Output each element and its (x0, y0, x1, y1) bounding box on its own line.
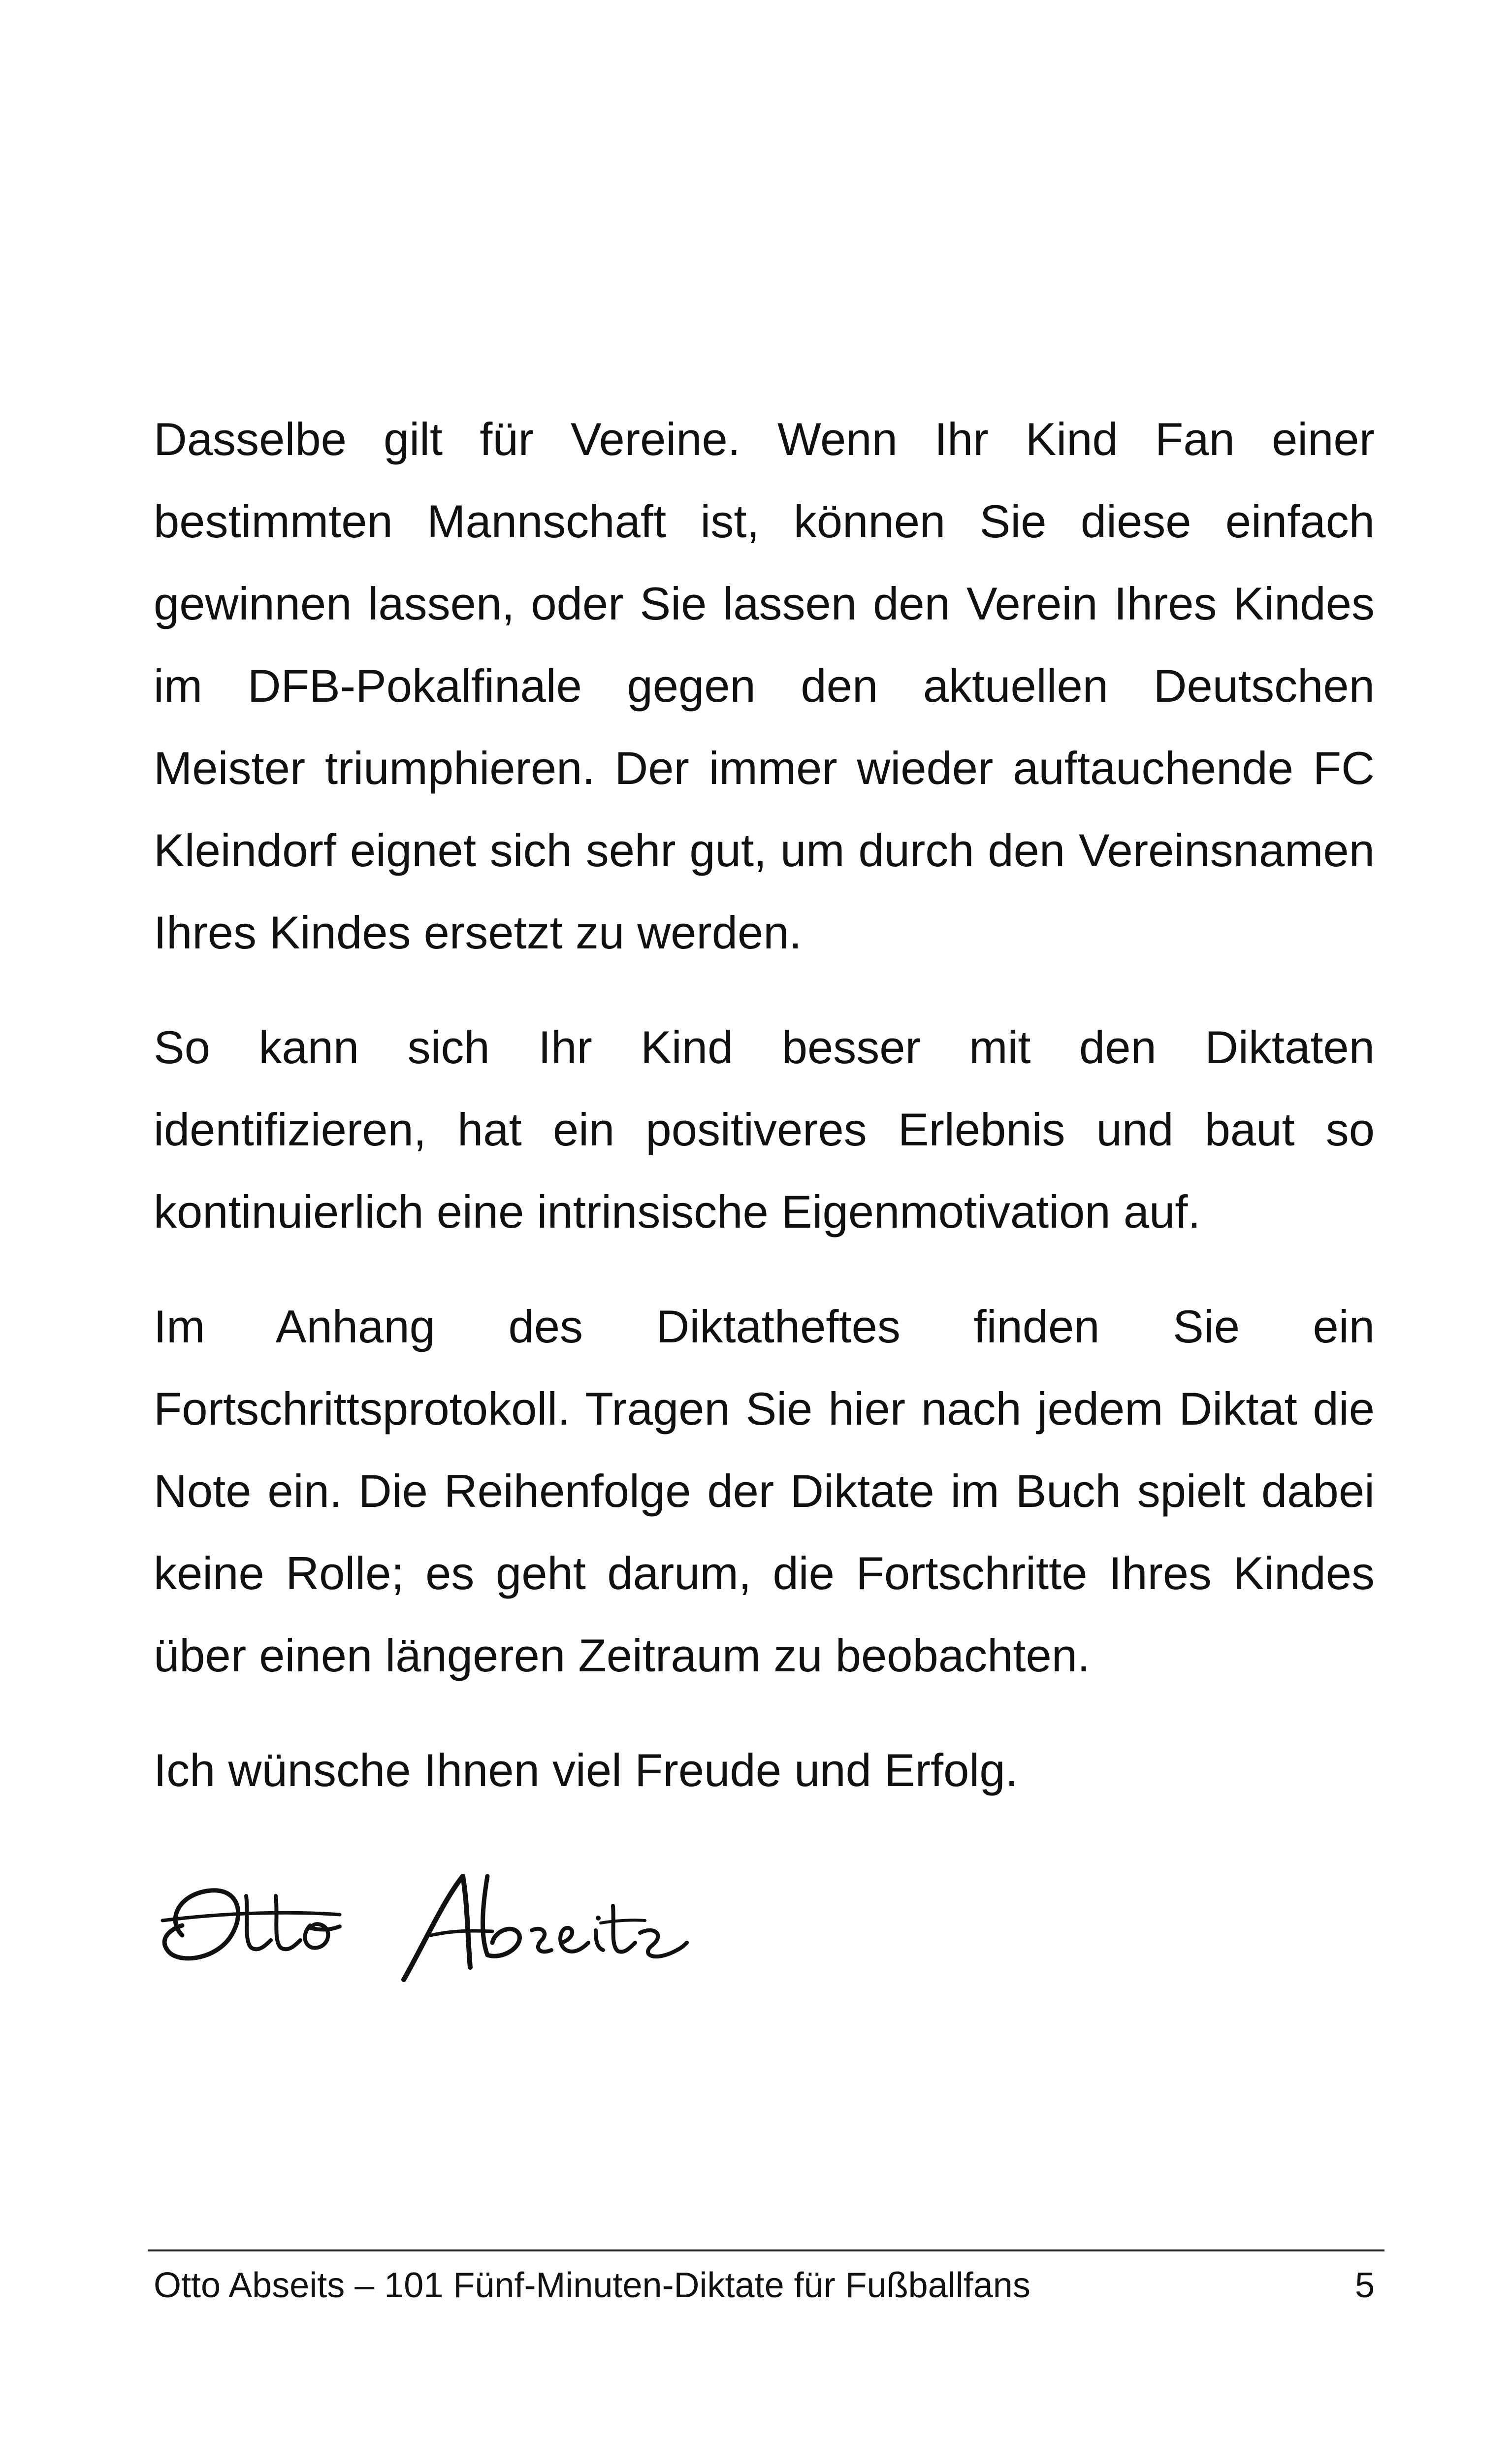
paragraph-identifizieren: So kann sich Ihr Kind besser mit den Diktaten identifizieren, hat ein positiveres Erlebnis und baut so kontinuierlich eine intrinsische Eigenmotivation auf. (154, 1021, 1375, 1238)
paragraph-vereine: Dasselbe gilt für Vereine. Wenn Ihr Kind Fan einer bestimmten Mannschaft ist, können Sie diese einfach gewinnen lassen, oder Sie lassen den Verein Ihres Kindes im DFB-Pokalfinale gegen den aktuellen Deutschen Meister triumphieren. Der immer wieder auftauchende FC Kleindorf eignet sich sehr gut, um durch den Vereinsnamen Ihres Kindes ersetzt zu werden. (154, 413, 1375, 958)
page-body (154, 398, 1375, 1811)
paragraph-closing: Ich wünsche Ihnen viel Freude und Erfolg. (154, 1744, 1018, 1796)
page-footer (154, 2263, 1375, 2308)
signature-icon (148, 1861, 689, 1989)
footer-divider (148, 2249, 1384, 2251)
footer-book-title: Otto Abseits – 101 Fünf-Minuten-Diktate für Fußballfans (154, 2266, 1030, 2305)
page-number: 5 (1354, 2266, 1375, 2305)
paragraph-fortschrittsprotokoll: Im Anhang des Diktatheftes finden Sie ein Fortschrittsprotokoll. Tragen Sie hier nach jedem Diktat die Note ein. Die Reihenfolge der Diktate im Buch spielt dabei keine Rolle; es geht darum, die Fortschritte Ihres Kindes über einen längeren Zeitraum zu beobachten. (154, 1301, 1375, 1681)
